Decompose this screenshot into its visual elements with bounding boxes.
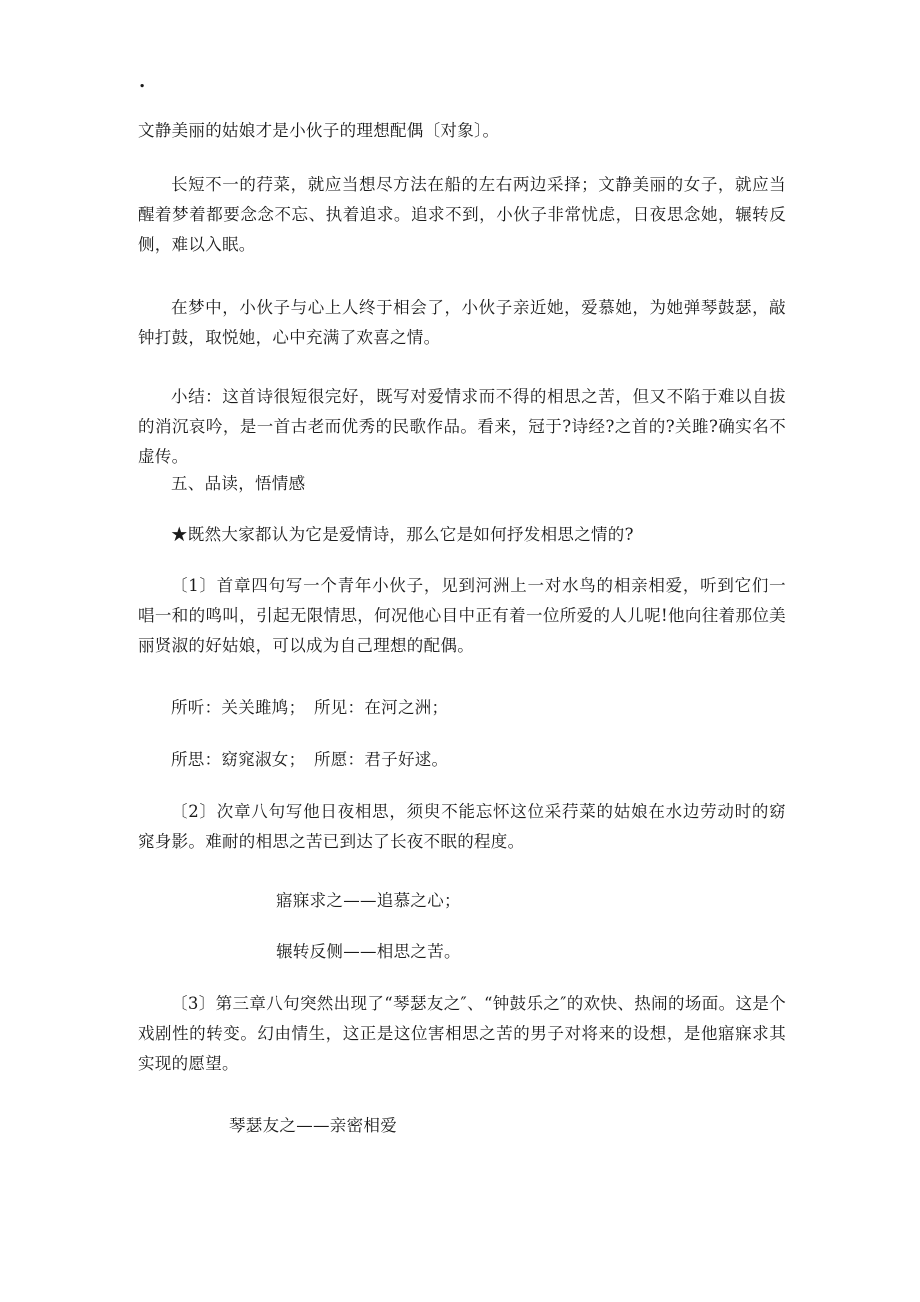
- pair-line-3: 琴瑟友之——亲密相爱: [229, 1116, 397, 1135]
- paragraph-1: 文静美丽的姑娘才是小伙子的理想配偶〔对象〕。: [138, 121, 500, 140]
- list-line-2: 所思：窈窕淑女； 所愿：君子好逑。: [171, 750, 449, 769]
- question-line: ★既然大家都认为它是爱情诗，那么它是如何抒发相思之情的?: [171, 525, 634, 544]
- pair-line-1: 寤寐求之——追慕之心；: [276, 891, 461, 910]
- paragraph-chapter-3: 〔3〕第三章八句突然出现了“琴瑟友之″、“钟鼓乐之″的欢快、热闹的场面。这是个戏剧性的转变。幻由情生，这正是这位害相思之苦的男子对将来的设想，是他寤寐求其实现的愿望。: [138, 994, 786, 1073]
- paragraph-summary: 小结：这首诗很短很完好，既写对爱情求而不得的相思之苦，但又不陷于难以自拔的消沉哀吟，是一首古老而优秀的民歌作品。看来，冠于?诗经?之首的?关雎?确实名不虚传。: [138, 387, 786, 466]
- pair-line-2: 辗转反侧——相思之苦。: [276, 942, 461, 961]
- paragraph-chapter-2: 〔2〕次章八句写他日夜相思，须臾不能忘怀这位采荇菜的姑娘在水边劳动时的窈窕身影。难耐的相思之苦已到达了长夜不眠的程度。: [138, 802, 786, 851]
- paragraph-2: 长短不一的荇菜，就应当想尽方法在船的左右两边采择；文静美丽的女子，就应当醒着梦着都要念念不忘、执着追求。追求不到，小伙子非常忧虑，日夜思念她，辗转反侧，难以入眠。: [138, 175, 786, 254]
- page-marker: .: [139, 71, 146, 92]
- list-line-1: 所听：关关雎鸠； 所见：在河之洲；: [171, 698, 449, 717]
- paragraph-3: 在梦中，小伙子与心上人终于相会了，小伙子亲近她，爱慕她，为她弹琴鼓瑟，敲钟打鼓，取悦她，心中充满了欢喜之情。: [138, 298, 786, 347]
- paragraph-chapter-1: 〔1〕首章四句写一个青年小伙子，见到河洲上一对水鸟的相亲相爱，听到它们一唱一和的鸣叫，引起无限情思，何况他心目中正有着一位所爱的人儿呢!他向往着那位美丽贤淑的好姑娘，可以成为自己理想的配偶。: [138, 576, 786, 655]
- section-heading: 五、品读，悟情感: [171, 474, 306, 493]
